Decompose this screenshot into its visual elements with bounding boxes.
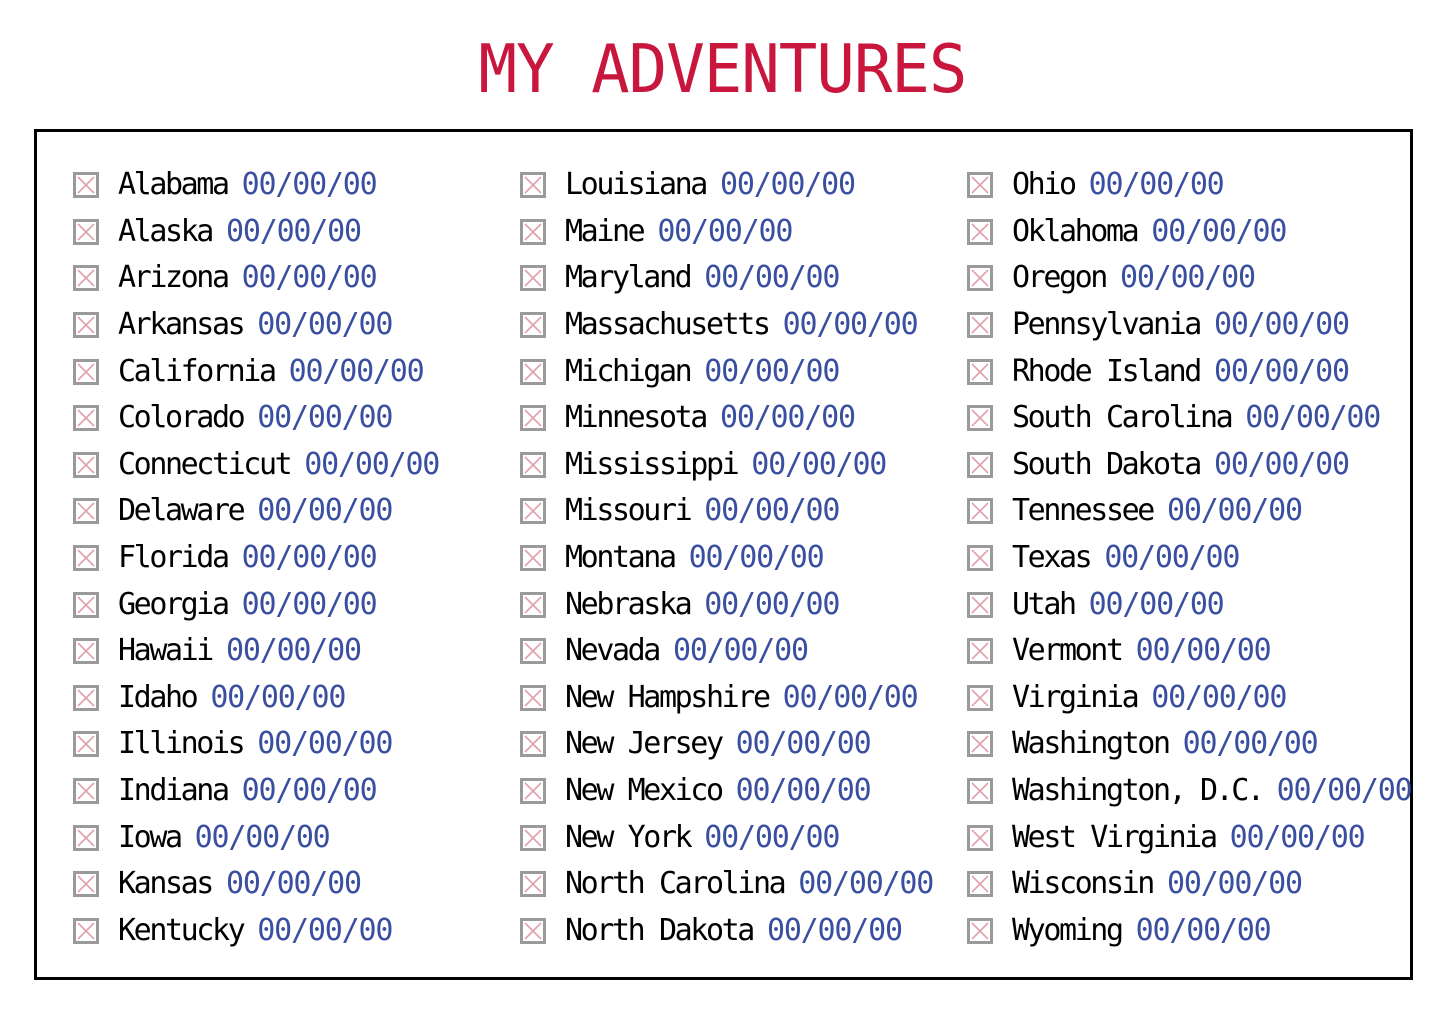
- visit-date[interactable]: 00/00/00: [194, 819, 330, 855]
- x-mark-icon: [520, 825, 546, 851]
- checkbox[interactable]: [520, 498, 546, 524]
- state-name: North Dakota: [565, 912, 753, 948]
- x-mark-icon: [967, 172, 993, 198]
- state-column-3: [967, 162, 1412, 954]
- x-mark-icon: [520, 592, 546, 618]
- x-mark-icon: [73, 685, 99, 711]
- x-mark-icon: [520, 359, 546, 385]
- visit-date[interactable]: 00/00/00: [719, 400, 855, 436]
- visit-date[interactable]: 00/00/00: [1213, 307, 1349, 343]
- state-row: [73, 581, 439, 628]
- checkbox[interactable]: [73, 825, 99, 851]
- visit-date[interactable]: 00/00/00: [257, 493, 393, 529]
- state-row: [967, 255, 1412, 302]
- checkbox[interactable]: [967, 592, 993, 618]
- visit-date[interactable]: 00/00/00: [782, 679, 918, 715]
- x-mark-icon: [73, 452, 99, 478]
- checkbox[interactable]: [967, 312, 993, 338]
- visit-date[interactable]: 00/00/00: [225, 213, 361, 249]
- state-name: Nebraska: [565, 586, 691, 622]
- state-row: [520, 395, 933, 442]
- x-mark-icon: [967, 405, 993, 431]
- checkbox[interactable]: [520, 545, 546, 571]
- checkbox[interactable]: [520, 265, 546, 291]
- state-name: Massachusetts: [565, 307, 769, 343]
- state-row: [967, 442, 1412, 489]
- checkbox[interactable]: [73, 778, 99, 804]
- state-row: [520, 628, 933, 675]
- visit-date[interactable]: 00/00/00: [704, 353, 840, 389]
- visit-date[interactable]: 00/00/00: [257, 400, 393, 436]
- state-name: Maryland: [565, 260, 691, 296]
- state-row: [967, 908, 1412, 955]
- x-mark-icon: [520, 172, 546, 198]
- visit-date[interactable]: 00/00/00: [210, 679, 346, 715]
- visit-date[interactable]: 00/00/00: [241, 167, 377, 203]
- state-name: Mississippi: [565, 446, 738, 482]
- x-mark-icon: [73, 498, 99, 524]
- checkbox[interactable]: [73, 731, 99, 757]
- x-mark-icon: [520, 918, 546, 944]
- x-mark-icon: [967, 685, 993, 711]
- checkbox[interactable]: [967, 918, 993, 944]
- x-mark-icon: [73, 545, 99, 571]
- x-mark-icon: [520, 219, 546, 245]
- state-name: New Jersey: [565, 726, 722, 762]
- checkbox[interactable]: [967, 638, 993, 664]
- visit-date[interactable]: 00/00/00: [751, 446, 887, 482]
- page-title: MY ADVENTURES: [478, 31, 967, 109]
- x-mark-icon: [967, 359, 993, 385]
- state-row: [967, 348, 1412, 395]
- state-row: [73, 162, 439, 209]
- state-row: [967, 675, 1412, 722]
- visit-date[interactable]: 00/00/00: [241, 586, 377, 622]
- x-mark-icon: [967, 918, 993, 944]
- state-row: [520, 348, 933, 395]
- checkbox[interactable]: [73, 452, 99, 478]
- state-name: Minnesota: [565, 400, 706, 436]
- visit-date[interactable]: 00/00/00: [672, 633, 808, 669]
- x-mark-icon: [967, 592, 993, 618]
- checkbox[interactable]: [967, 498, 993, 524]
- state-name: Illinois: [118, 726, 244, 762]
- visit-date[interactable]: 00/00/00: [225, 866, 361, 902]
- state-row: [967, 814, 1412, 861]
- state-name: Missouri: [565, 493, 691, 529]
- checkbox[interactable]: [73, 918, 99, 944]
- state-name: Hawaii: [118, 633, 212, 669]
- checkbox[interactable]: [967, 685, 993, 711]
- state-name: California: [118, 353, 275, 389]
- visit-date[interactable]: 00/00/00: [1135, 633, 1271, 669]
- x-mark-icon: [967, 265, 993, 291]
- visit-date[interactable]: 00/00/00: [719, 167, 855, 203]
- x-mark-icon: [520, 685, 546, 711]
- state-row: [967, 721, 1412, 768]
- checkbox[interactable]: [520, 312, 546, 338]
- state-row: [520, 721, 933, 768]
- state-name: Pennsylvania: [1012, 307, 1200, 343]
- state-name: Delaware: [118, 493, 244, 529]
- state-row: [520, 814, 933, 861]
- state-row: [520, 535, 933, 582]
- x-mark-icon: [73, 592, 99, 618]
- visit-date[interactable]: 00/00/00: [1182, 726, 1318, 762]
- state-row: [73, 814, 439, 861]
- state-column-2: [520, 162, 933, 954]
- state-row: [520, 302, 933, 349]
- state-name: Washington: [1012, 726, 1169, 762]
- x-mark-icon: [520, 638, 546, 664]
- state-name: Alabama: [118, 167, 228, 203]
- visit-date[interactable]: 00/00/00: [257, 726, 393, 762]
- x-mark-icon: [520, 405, 546, 431]
- visit-date[interactable]: 00/00/00: [798, 866, 934, 902]
- state-row: [73, 348, 439, 395]
- state-name: Maine: [565, 213, 644, 249]
- visit-date[interactable]: 00/00/00: [288, 353, 424, 389]
- state-name: Rhode Island: [1012, 353, 1200, 389]
- state-checklist-frame: [34, 129, 1413, 980]
- state-column-1: [73, 162, 439, 954]
- x-mark-icon: [520, 871, 546, 897]
- state-row: [73, 395, 439, 442]
- state-row: [967, 535, 1412, 582]
- state-name: Tennessee: [1012, 493, 1153, 529]
- x-mark-icon: [967, 498, 993, 524]
- x-mark-icon: [967, 219, 993, 245]
- state-name: Wisconsin: [1012, 866, 1153, 902]
- x-mark-icon: [73, 638, 99, 664]
- checkbox[interactable]: [73, 685, 99, 711]
- state-row: [967, 488, 1412, 535]
- state-row: [967, 162, 1412, 209]
- state-row: [520, 768, 933, 815]
- state-row: [520, 442, 933, 489]
- state-row: [73, 908, 439, 955]
- x-mark-icon: [967, 638, 993, 664]
- visit-date[interactable]: 00/00/00: [704, 819, 840, 855]
- x-mark-icon: [967, 452, 993, 478]
- checkbox[interactable]: [73, 592, 99, 618]
- visit-date[interactable]: 00/00/00: [735, 773, 871, 809]
- state-row: [967, 581, 1412, 628]
- visit-date[interactable]: 00/00/00: [782, 307, 918, 343]
- visit-date[interactable]: 00/00/00: [704, 260, 840, 296]
- visit-date[interactable]: 00/00/00: [1135, 912, 1271, 948]
- x-mark-icon: [520, 545, 546, 571]
- state-row: [520, 255, 933, 302]
- state-row: [967, 768, 1412, 815]
- state-name: Georgia: [118, 586, 228, 622]
- state-name: Virginia: [1012, 679, 1138, 715]
- state-row: [520, 908, 933, 955]
- x-mark-icon: [967, 731, 993, 757]
- checkbox[interactable]: [73, 359, 99, 385]
- state-name: New Mexico: [565, 773, 722, 809]
- checkbox[interactable]: [967, 825, 993, 851]
- checkbox[interactable]: [967, 359, 993, 385]
- checkbox[interactable]: [520, 685, 546, 711]
- visit-date[interactable]: 00/00/00: [1151, 679, 1287, 715]
- x-mark-icon: [520, 498, 546, 524]
- state-name: Kentucky: [118, 912, 244, 948]
- checkbox[interactable]: [73, 545, 99, 571]
- x-mark-icon: [967, 778, 993, 804]
- checkbox[interactable]: [967, 219, 993, 245]
- state-row: [520, 581, 933, 628]
- state-row: [520, 675, 933, 722]
- visit-date[interactable]: 00/00/00: [1088, 167, 1224, 203]
- x-mark-icon: [967, 871, 993, 897]
- state-name: Alaska: [118, 213, 212, 249]
- visit-date[interactable]: 00/00/00: [1151, 213, 1287, 249]
- x-mark-icon: [73, 825, 99, 851]
- checkbox[interactable]: [520, 219, 546, 245]
- visit-date[interactable]: 00/00/00: [1276, 773, 1412, 809]
- x-mark-icon: [520, 265, 546, 291]
- visit-date[interactable]: 00/00/00: [1245, 400, 1381, 436]
- state-row: [967, 628, 1412, 675]
- state-row: [520, 162, 933, 209]
- state-row: [73, 442, 439, 489]
- checkbox[interactable]: [520, 918, 546, 944]
- state-name: Montana: [565, 540, 675, 576]
- checkbox[interactable]: [967, 452, 993, 478]
- x-mark-icon: [73, 312, 99, 338]
- checkbox[interactable]: [73, 498, 99, 524]
- checkbox[interactable]: [520, 592, 546, 618]
- x-mark-icon: [520, 778, 546, 804]
- state-row: [73, 302, 439, 349]
- state-name: Florida: [118, 540, 228, 576]
- state-name: Arizona: [118, 260, 228, 296]
- state-name: Ohio: [1012, 167, 1075, 203]
- state-name: Iowa: [118, 819, 181, 855]
- visit-date[interactable]: 00/00/00: [1104, 540, 1240, 576]
- x-mark-icon: [967, 545, 993, 571]
- visit-date[interactable]: 00/00/00: [1166, 493, 1302, 529]
- visit-date[interactable]: 00/00/00: [1166, 866, 1302, 902]
- visit-date[interactable]: 00/00/00: [1213, 446, 1349, 482]
- state-row: [73, 675, 439, 722]
- checkbox[interactable]: [967, 731, 993, 757]
- checkbox[interactable]: [73, 405, 99, 431]
- state-name: Michigan: [565, 353, 691, 389]
- state-name: Oregon: [1012, 260, 1106, 296]
- x-mark-icon: [73, 731, 99, 757]
- state-row: [967, 861, 1412, 908]
- visit-date[interactable]: 00/00/00: [1213, 353, 1349, 389]
- state-name: Wyoming: [1012, 912, 1122, 948]
- x-mark-icon: [73, 918, 99, 944]
- checkbox[interactable]: [520, 778, 546, 804]
- visit-date[interactable]: 00/00/00: [704, 493, 840, 529]
- state-name: Louisiana: [565, 167, 706, 203]
- x-mark-icon: [73, 219, 99, 245]
- state-row: [73, 255, 439, 302]
- state-name: South Carolina: [1012, 400, 1232, 436]
- checkbox[interactable]: [73, 638, 99, 664]
- state-row: [520, 861, 933, 908]
- visit-date[interactable]: 00/00/00: [766, 912, 902, 948]
- x-mark-icon: [967, 825, 993, 851]
- x-mark-icon: [520, 312, 546, 338]
- state-name: Indiana: [118, 773, 228, 809]
- x-mark-icon: [73, 359, 99, 385]
- state-row: [73, 488, 439, 535]
- state-row: [967, 209, 1412, 256]
- checkbox[interactable]: [967, 405, 993, 431]
- x-mark-icon: [73, 405, 99, 431]
- visit-date[interactable]: 00/00/00: [657, 213, 793, 249]
- checkbox[interactable]: [967, 778, 993, 804]
- checkbox[interactable]: [967, 172, 993, 198]
- checkbox[interactable]: [520, 638, 546, 664]
- visit-date[interactable]: 00/00/00: [304, 446, 440, 482]
- checkbox[interactable]: [520, 452, 546, 478]
- visit-date[interactable]: 00/00/00: [241, 260, 377, 296]
- state-row: [73, 628, 439, 675]
- state-row: [520, 488, 933, 535]
- state-name: Washington, D.C.: [1012, 773, 1263, 809]
- state-name: North Carolina: [565, 866, 785, 902]
- x-mark-icon: [73, 172, 99, 198]
- state-row: [967, 302, 1412, 349]
- state-name: South Dakota: [1012, 446, 1200, 482]
- state-row: [520, 209, 933, 256]
- state-name: Arkansas: [118, 307, 244, 343]
- x-mark-icon: [520, 452, 546, 478]
- state-row: [73, 209, 439, 256]
- state-row: [967, 395, 1412, 442]
- visit-date[interactable]: 00/00/00: [241, 773, 377, 809]
- visit-date[interactable]: 00/00/00: [704, 586, 840, 622]
- state-row: [73, 768, 439, 815]
- state-name: Vermont: [1012, 633, 1122, 669]
- visit-date[interactable]: 00/00/00: [1229, 819, 1365, 855]
- visit-date[interactable]: 00/00/00: [735, 726, 871, 762]
- checkbox[interactable]: [520, 731, 546, 757]
- state-name: Oklahoma: [1012, 213, 1138, 249]
- checkbox[interactable]: [73, 312, 99, 338]
- x-mark-icon: [73, 871, 99, 897]
- x-mark-icon: [967, 312, 993, 338]
- visit-date[interactable]: 00/00/00: [257, 307, 393, 343]
- checkbox[interactable]: [967, 265, 993, 291]
- checkbox[interactable]: [73, 219, 99, 245]
- checkbox[interactable]: [520, 172, 546, 198]
- state-row: [73, 535, 439, 582]
- checkbox[interactable]: [73, 172, 99, 198]
- visit-date[interactable]: 00/00/00: [1088, 586, 1224, 622]
- state-row: [73, 721, 439, 768]
- state-name: Colorado: [118, 400, 244, 436]
- state-name: West Virginia: [1012, 819, 1216, 855]
- x-mark-icon: [73, 778, 99, 804]
- checkbox[interactable]: [967, 871, 993, 897]
- state-row: [73, 861, 439, 908]
- state-name: Connecticut: [118, 446, 291, 482]
- x-mark-icon: [520, 731, 546, 757]
- checkbox[interactable]: [520, 871, 546, 897]
- checkbox[interactable]: [520, 359, 546, 385]
- visit-date[interactable]: 00/00/00: [241, 540, 377, 576]
- checkbox[interactable]: [73, 265, 99, 291]
- state-name: New Hampshire: [565, 679, 769, 715]
- state-name: Texas: [1012, 540, 1091, 576]
- checkbox[interactable]: [520, 825, 546, 851]
- checkbox[interactable]: [520, 405, 546, 431]
- state-name: New York: [565, 819, 691, 855]
- state-name: Idaho: [118, 679, 197, 715]
- visit-date[interactable]: 00/00/00: [257, 912, 393, 948]
- state-name: Nevada: [565, 633, 659, 669]
- checkbox[interactable]: [73, 871, 99, 897]
- visit-date[interactable]: 00/00/00: [1119, 260, 1255, 296]
- x-mark-icon: [73, 265, 99, 291]
- visit-date[interactable]: 00/00/00: [688, 540, 824, 576]
- checkbox[interactable]: [967, 545, 993, 571]
- state-name: Utah: [1012, 586, 1075, 622]
- state-name: Kansas: [118, 866, 212, 902]
- visit-date[interactable]: 00/00/00: [225, 633, 361, 669]
